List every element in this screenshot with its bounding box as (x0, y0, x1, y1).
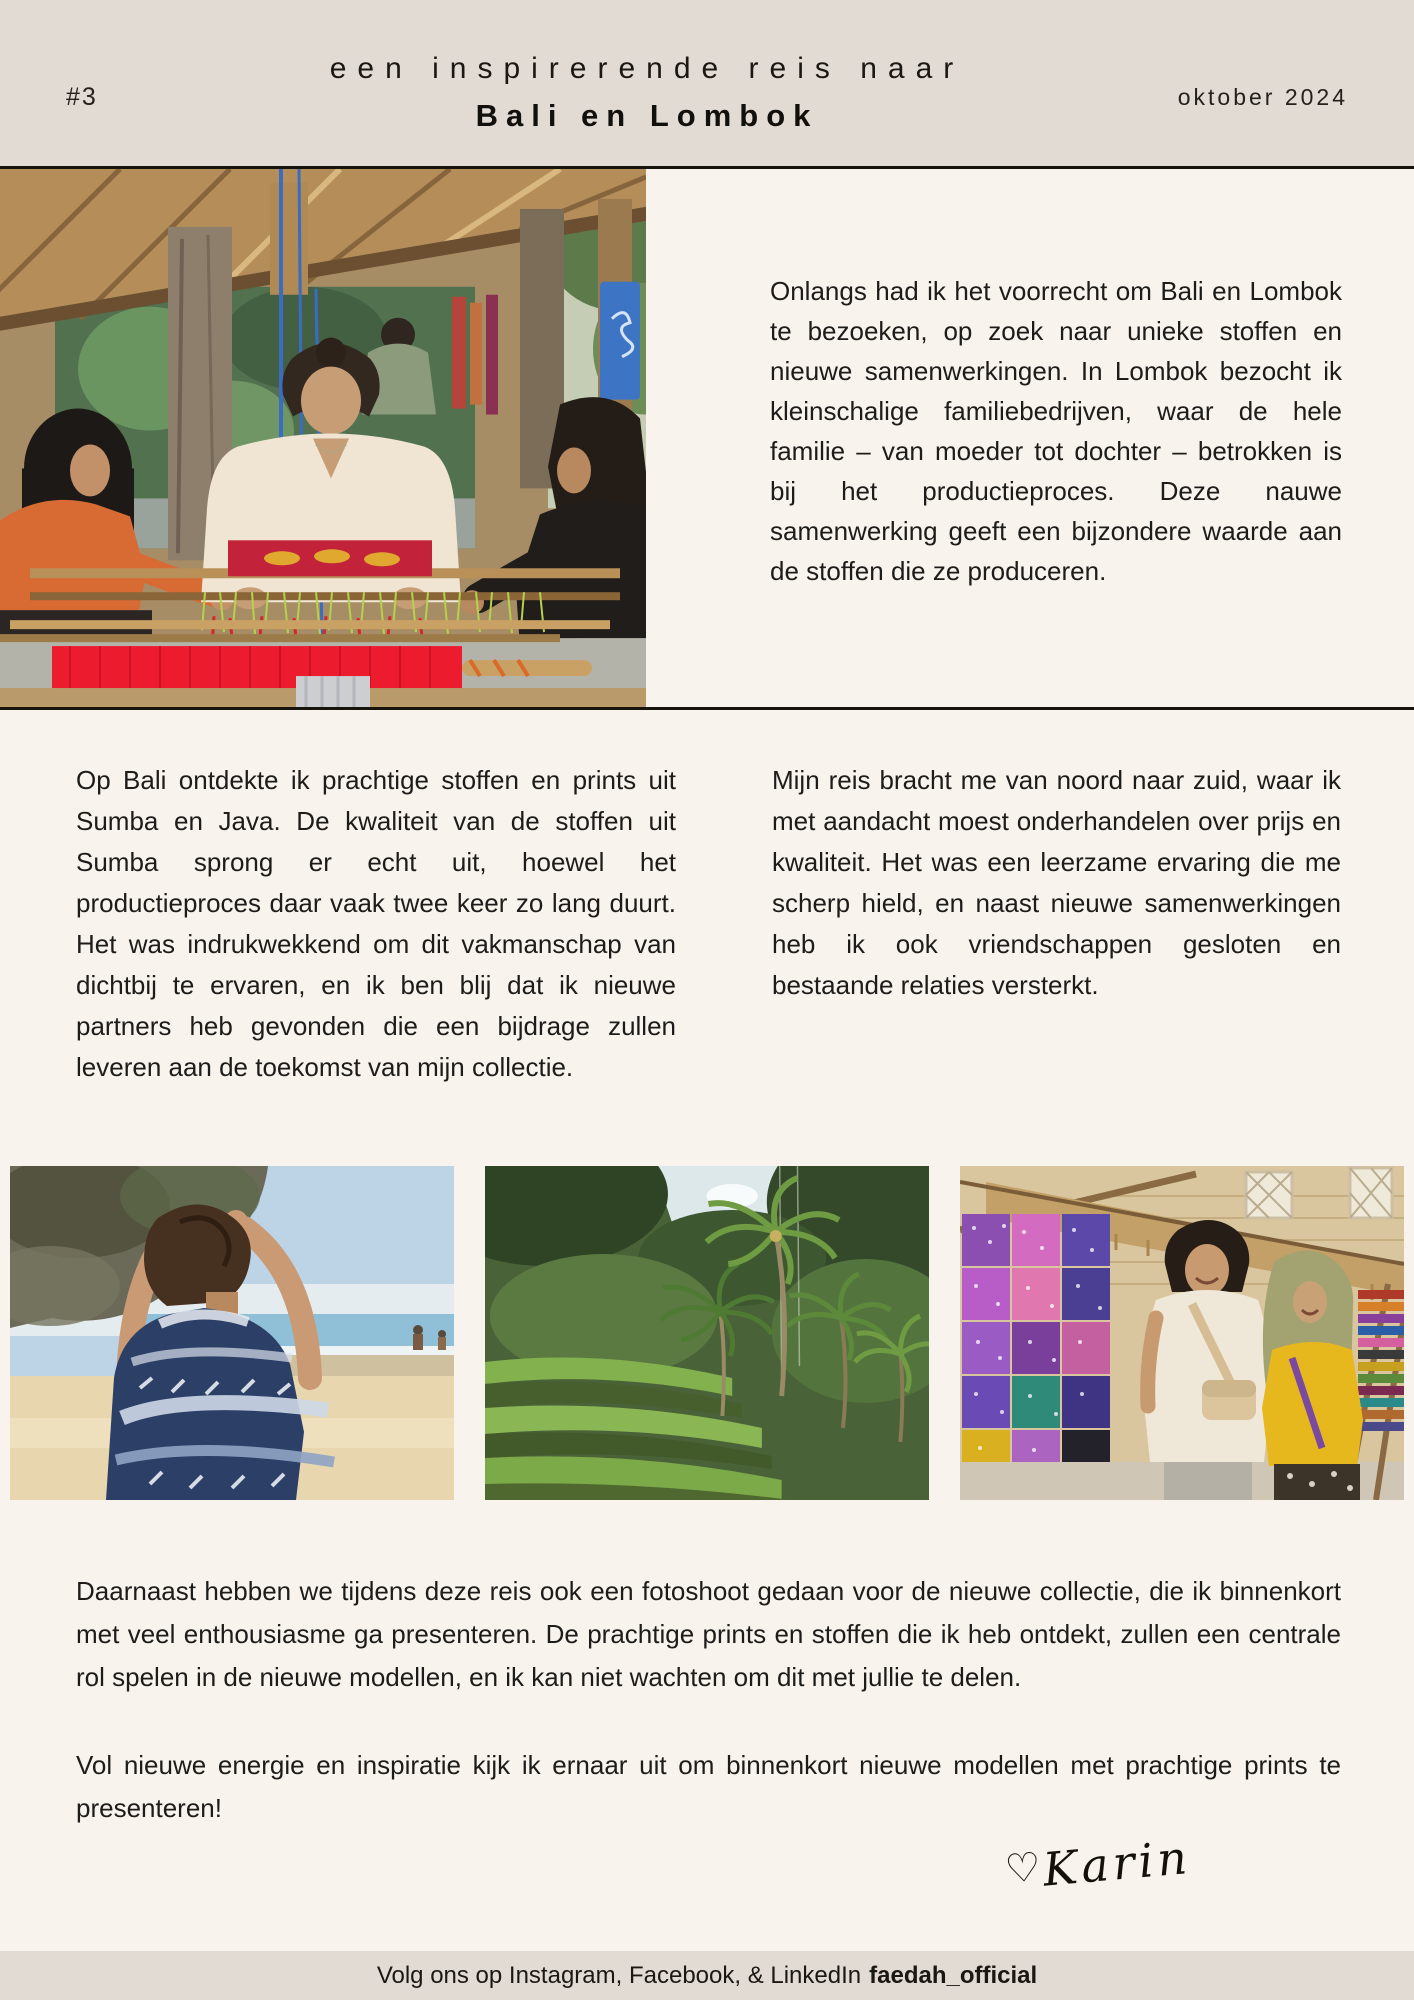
title-line-2: Bali en Lombok (475, 98, 819, 133)
two-column-section (0, 710, 1414, 1088)
footer-bar (0, 1951, 1414, 2000)
column-left-paragraph: Op Bali ontdekte ik prachtige stoffen en prints uit Sumba en Java. De kwaliteit van de stoffen uit Sumba sprong er echt uit, hoewel het productieproces daar vaak twee keer zo lang duurt. Het was indrukwekkend om dit vakmanschap van dichtbij te ervaren, en ik ben blij dat ik nieuwe partners heb gevonden die een bijdrage zullen leveren aan de toekomst van mijn collectie. (76, 765, 676, 1082)
heart-icon: ♡ (1003, 1845, 1043, 1893)
hero-section (0, 169, 1414, 710)
beach-portrait-illustration (10, 1166, 454, 1500)
rice-terrace-illustration (485, 1166, 929, 1500)
intro-paragraph: Onlangs had ik het voorrecht om Bali en Lombok te bezoeken, op zoek naar unieke stoffen en nieuwe samenwerkingen. In Lombok bezocht ik kleinschalige familiebedrijven, waar de hele familie – van moeder tot dochter – betrokken is bij het productieproces. Deze nauwe samenwerking geeft een bijzondere waarde aan de stoffen die ze produceren. (770, 276, 1342, 586)
closing-paragraph-1: Daarnaast hebben we tijdens deze reis ook een fotoshoot gedaan voor de nieuwe collectie, die ik binnenkort met veel enthousiasme ga presenteren. De prachtige prints en stoffen die ik heb ontdekt, zullen een centrale rol spelen in de nieuwe modellen, en ik kan niet wachten om dit met jullie te delen. (76, 1576, 1341, 1692)
weaving-workshop-photo (0, 169, 646, 707)
textile-shop-photo (960, 1166, 1404, 1500)
closing-section (0, 1500, 1414, 1900)
masthead-title-block (186, 32, 1108, 134)
issue-date: oktober 2024 (1177, 83, 1348, 110)
footer-social-handle: faedah_official (869, 1961, 1038, 1989)
signature-script (1003, 1830, 1193, 1900)
title-line-1: een inspirerende reis naar (329, 52, 965, 85)
closing-paragraph-2: Vol nieuwe energie en inspiratie kijk ik ernaar uit om binnenkort nieuwe modellen met prachtige prints te presenteren! (76, 1750, 1341, 1823)
hero-text-block (646, 169, 1414, 707)
column-right-paragraph: Mijn reis bracht me van noord naar zuid, waar ik met aandacht moest onderhandelen over prijs en kwaliteit. Het was een leerzame ervaring die me scherp hield, en naast nieuwe samenwerkingen heb ik ook vriendschappen gesloten en bestaande relaties versterkt. (772, 765, 1341, 1000)
issue-number: #3 (66, 82, 98, 111)
masthead (0, 0, 1414, 169)
signature (76, 1829, 1341, 1900)
rice-terrace-photo (485, 1166, 929, 1500)
beach-portrait-photo (10, 1166, 454, 1500)
footer-text: Volg ons op Instagram, Facebook, & LinkedIn (376, 1961, 862, 1989)
textile-shop-illustration (960, 1166, 1404, 1500)
signature-name: Karin (1040, 1829, 1193, 1897)
weaving-workshop-illustration (0, 169, 646, 707)
photo-row (0, 1166, 1414, 1500)
